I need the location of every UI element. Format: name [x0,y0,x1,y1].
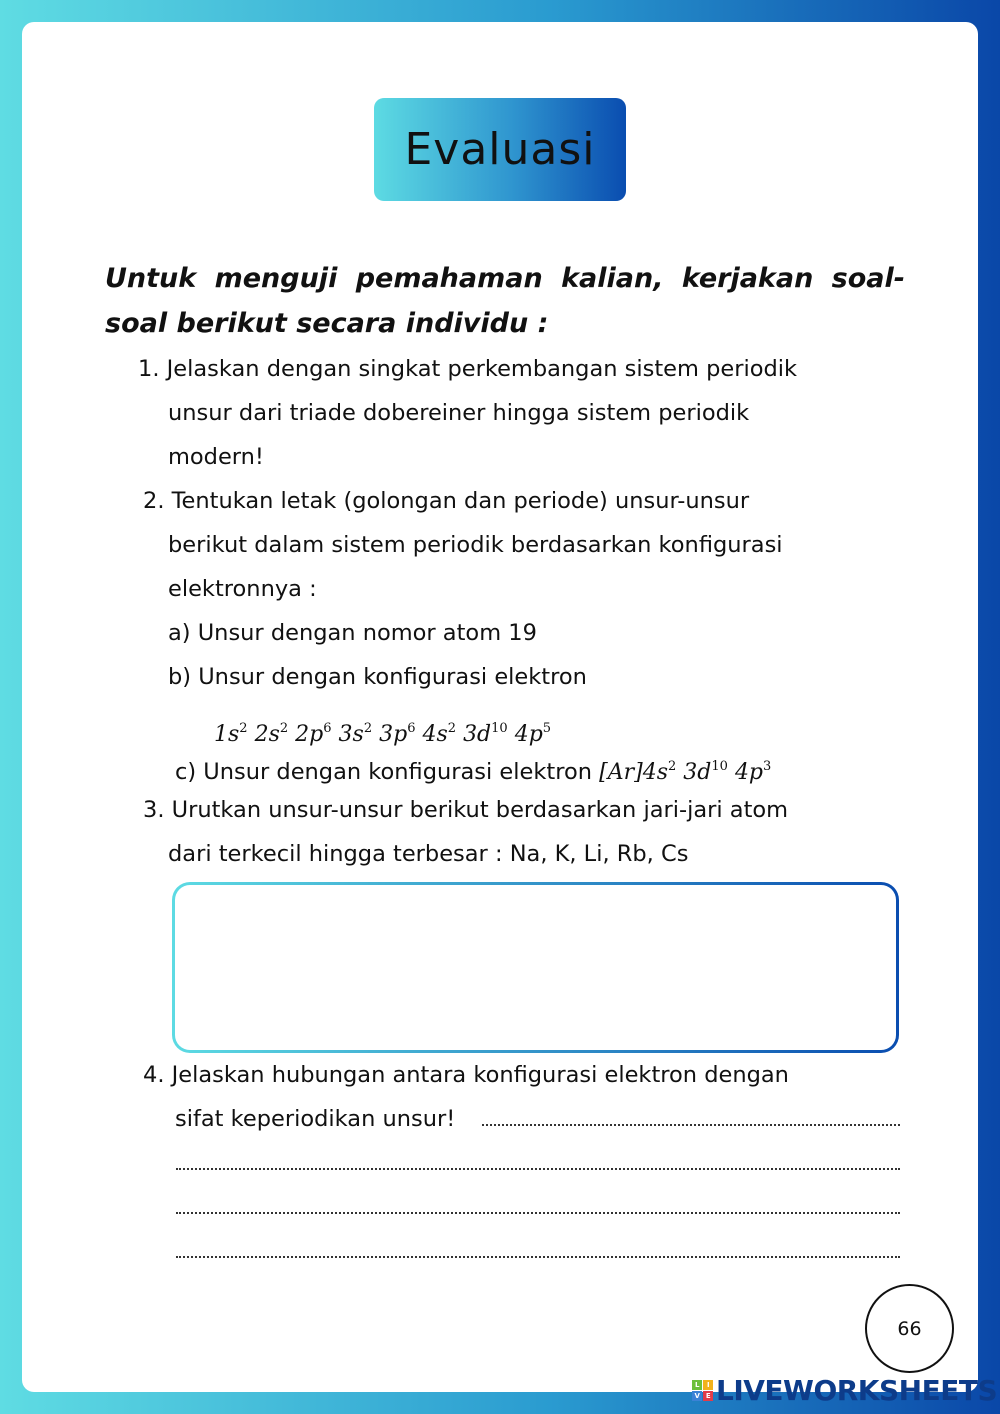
logo-text: LIVEWORKSHEETS [716,1374,998,1407]
config-b [214,714,551,750]
electron-count: 10 [711,759,728,774]
electron-count: 3 [763,759,772,774]
electron-count: 2 [668,759,677,774]
question-1-line-2: unsur dari triade dobereiner hingga sistem periodik [168,400,750,426]
liveworksheets-logo [692,1374,997,1407]
electron-count: 5 [542,721,552,736]
orbital-term: $4s^2$ [422,721,457,747]
orbital-term: $4p^5$ [514,721,552,747]
config-c [599,760,771,785]
answer-line-2[interactable] [176,1168,900,1170]
question-2a: a) Unsur dengan nomor atom 19 [168,620,537,646]
question-2c [175,752,771,788]
question-4-line-2: sifat keperiodikan unsur! [175,1106,456,1132]
worksheet-page [22,22,978,1392]
question-4-line-1: 4. Jelaskan hubungan antara konfigurasi elektron dengan [143,1062,789,1088]
instructions: Untuk menguji pemahaman kalian, kerjakan soal-soal berikut secara individu : [105,263,905,339]
electron-count: 10 [491,721,508,736]
orbital-term: $3s^2$ [338,721,373,747]
orbital-term: $[Ar]4s^2$ [599,759,677,785]
logo-icon: L I V E [692,1380,713,1401]
question-2c-text: c) Unsur dengan konfigurasi elektron [175,759,592,785]
electron-count: 2 [447,721,457,736]
answer-line-1[interactable] [482,1124,900,1126]
question-1-line-1: 1. Jelaskan dengan singkat perkembangan sistem periodik [138,356,798,382]
orbital-term: $2p^6$ [295,721,332,747]
answer-box[interactable] [172,882,899,1053]
orbital-term: $3d^{10}$ [463,721,508,747]
electron-count: 6 [323,721,332,736]
question-2b: b) Unsur dengan konfigurasi elektron [168,664,587,690]
answer-line-3[interactable] [176,1212,900,1214]
electron-count: 2 [239,721,248,736]
question-3-line-1: 3. Urutkan unsur-unsur berikut berdasarkan jari-jari atom [143,797,789,823]
orbital-term: $3d^{10}$ [683,759,728,785]
question-3-line-2: dari terkecil hingga terbesar : Na, K, Li, Rb, Cs [168,841,689,867]
electron-count: 6 [407,721,416,736]
question-1-line-3: modern! [168,444,264,470]
electron-count: 2 [363,721,373,736]
orbital-term: $1s^2$ [214,721,248,747]
electron-count: 2 [279,721,289,736]
orbital-term: $2s^2$ [254,721,289,747]
question-2-line-3: elektronnya : [168,576,317,602]
page-title: Evaluasi [374,98,626,201]
question-2-line-2: berikut dalam sistem periodik berdasarkan konfigurasi [168,532,783,558]
orbital-term: $4p^3$ [734,759,772,785]
question-2-line-1: 2. Tentukan letak (golongan dan periode) unsur-unsur [143,488,750,514]
answer-line-4[interactable] [176,1256,900,1258]
page-number: 66 [865,1284,954,1373]
orbital-term: $3p^6$ [379,721,416,747]
